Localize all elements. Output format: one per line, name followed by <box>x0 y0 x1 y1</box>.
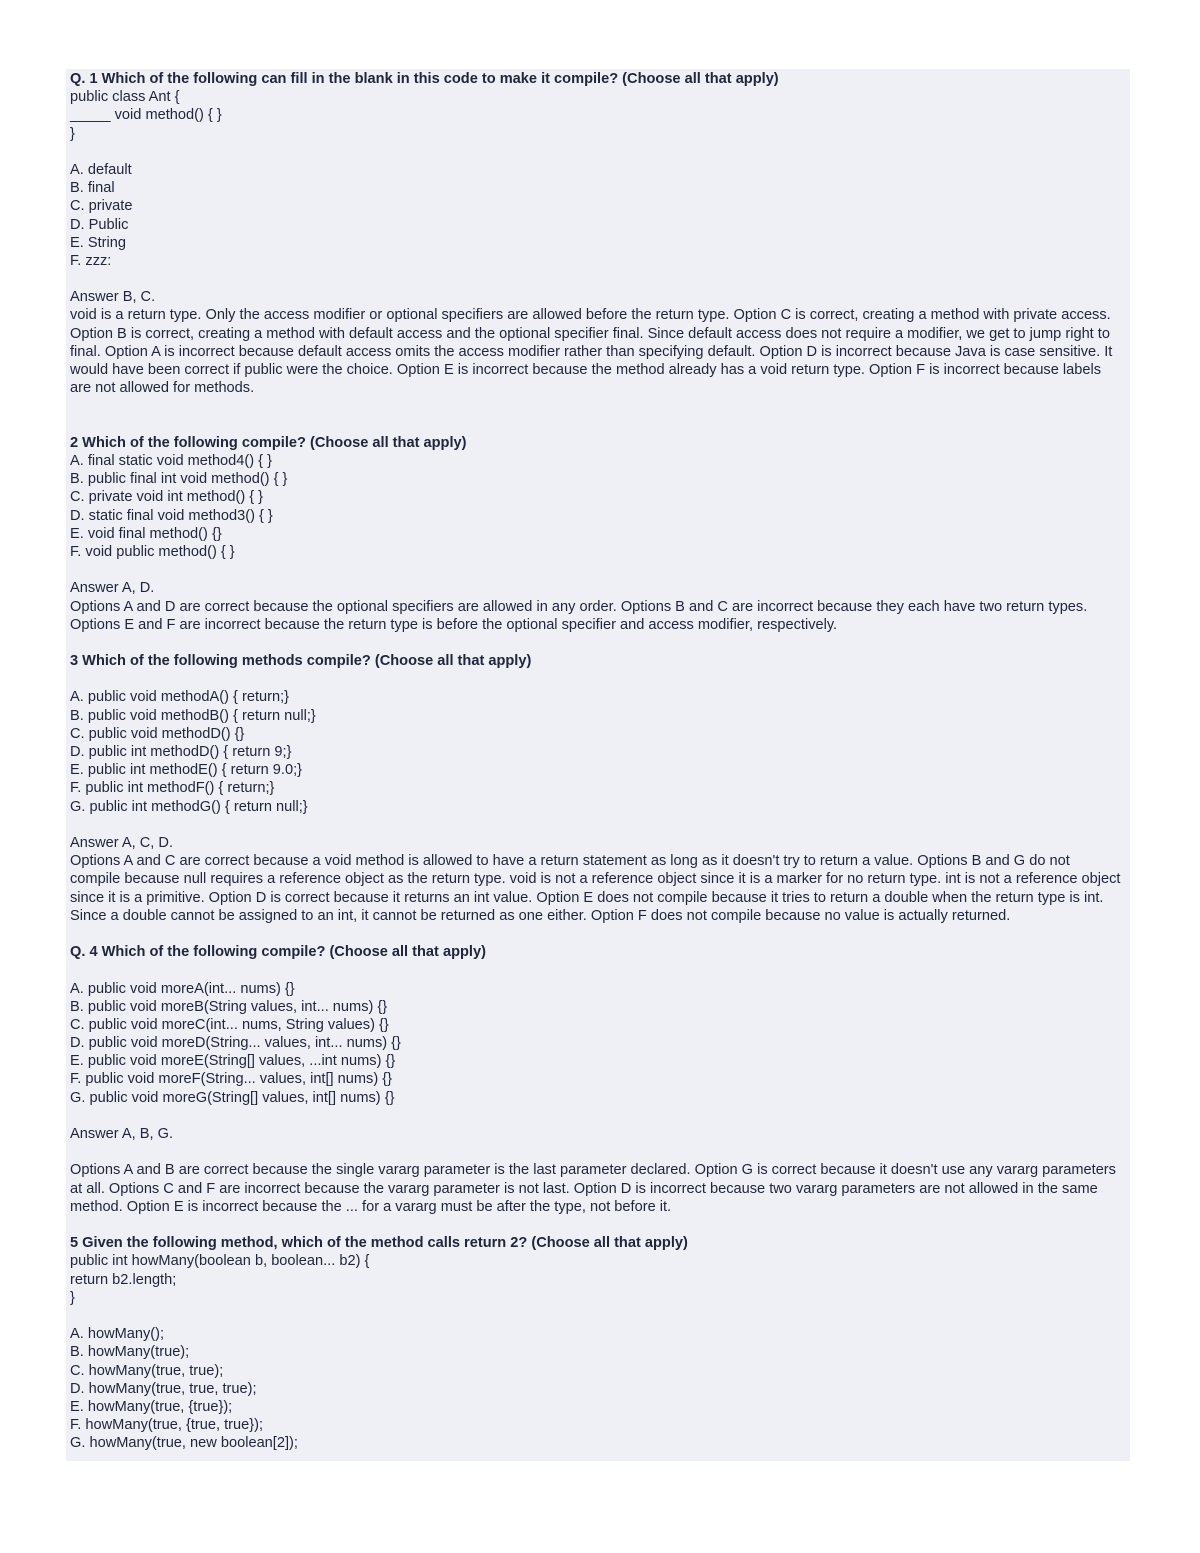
question-title: Q. 4 Which of the following compile? (Choose all that apply) <box>70 944 486 961</box>
question-title: 3 Which of the following methods compile? (Choose all that apply) <box>70 653 532 670</box>
answer: Answer B, C. <box>70 289 156 306</box>
explanation: void is a return type. Only the access modifier or optional specifiers are allowed before the return type. Option C is correct, creating a method with private access. Option B is correct, creating a method with default access and the optional specifier final. Since default access does not require a modifier, we get to jump right to final. Option A is incorrect because default access omits the access modifier rather than specifying default. Option D is incorrect because Java is case sensitive. It would have been correct if public were the choice. Option E is incorrect because the method already has a void return type. Option F is incorrect because labels are not allowed for methods. <box>70 307 1113 397</box>
option-a: A. public void methodA() { return;} <box>70 689 290 706</box>
code-line: public class Ant { <box>70 89 180 106</box>
code-line: } <box>70 1289 75 1306</box>
question-4 <box>70 943 1122 1234</box>
option-f: F. zzz: <box>70 252 112 269</box>
option-e: E. public void moreE(String[] values, ...int nums) {} <box>70 1053 396 1070</box>
code-line: return b2.length; <box>70 1271 177 1288</box>
question-title: Q. 1 Which of the following can fill in the blank in this code to make it compile? (Choose all that apply) <box>70 71 779 87</box>
option-d: D. Public <box>70 216 129 233</box>
option-d: D. public void moreD(String... values, int... nums) {} <box>70 1035 401 1052</box>
option-b: B. public final int void method() { } <box>70 471 288 488</box>
option-c: C. public void moreC(int... nums, String values) {} <box>70 1016 389 1033</box>
code-line: } <box>70 125 75 142</box>
question-5 <box>70 1234 1122 1452</box>
answer: Answer A, D. <box>70 580 155 597</box>
option-d: D. howMany(true, true, true); <box>70 1380 257 1397</box>
question-title: 2 Which of the following compile? (Choose all that apply) <box>70 434 467 451</box>
option-b: B. final <box>70 180 115 197</box>
option-d: D. static final void method3() { } <box>70 507 273 524</box>
option-c: C. howMany(true, true); <box>70 1362 224 1379</box>
question-title: 5 Given the following method, which of the method calls return 2? (Choose all that apply) <box>70 1235 688 1252</box>
answer: Answer A, B, G. <box>70 1126 174 1143</box>
question-2 <box>70 434 1122 652</box>
option-b: B. public void moreB(String values, int... nums) {} <box>70 998 388 1015</box>
explanation: Options A and B are correct because the single vararg parameter is the last parameter declared. Option G is correct because it doesn't use any vararg parameters at all. Options C and F are incorrect because the vararg parameter is not last. Option D is incorrect because two vararg parameters are not allowed in the same method. Option E is incorrect because the ... for a vararg must be after the type, not before it. <box>70 1162 1116 1215</box>
option-g: G. howMany(true, new boolean[2]); <box>70 1435 298 1452</box>
option-c: C. private <box>70 198 133 215</box>
option-e: E. public int methodE() { return 9.0;} <box>70 762 303 779</box>
option-f: F. void public method() { } <box>70 543 235 560</box>
option-g: G. public int methodG() { return null;} <box>70 798 308 815</box>
option-a: A. howMany(); <box>70 1326 165 1343</box>
code-line: public int howMany(boolean b, boolean... b2) { <box>70 1253 370 1270</box>
question-1 <box>70 70 1122 434</box>
option-b: B. public void methodB() { return null;} <box>70 707 316 724</box>
option-c: C. public void methodD() {} <box>70 725 245 742</box>
option-f: F. public void moreF(String... values, int[] nums) {} <box>70 1071 393 1088</box>
option-e: E. void final method() {} <box>70 525 222 542</box>
answer: Answer A, C, D. <box>70 834 173 851</box>
option-a: A. public void moreA(int... nums) {} <box>70 980 295 997</box>
explanation: Options A and C are correct because a void method is allowed to have a return statement as long as it doesn't try to return a value. Options B and G do not compile because null requires a reference object as the return type. void is not a reference object since it is a marker for no return type. int is not a reference object since it is a primitive. Option D is correct because it returns an int value. Option E does not compile because it tries to return a double when the return type is int. Since a double cannot be assigned to an int, it cannot be returned as one either. Option F does not compile because no value is actually returned. <box>70 853 1121 924</box>
option-d: D. public int methodD() { return 9;} <box>70 744 292 761</box>
option-e: E. String <box>70 234 126 251</box>
option-a: A. final static void method4() { } <box>70 453 272 470</box>
document-body <box>70 70 1122 1452</box>
option-f: F. howMany(true, {true, true}); <box>70 1417 264 1434</box>
explanation: Options A and D are correct because the optional specifiers are allowed in any order. Options B and C are incorrect because they each have two return types. Options E and F are incorrect because the return type is before the optional specifier and access modifier, respectively. <box>70 598 1088 633</box>
option-b: B. howMany(true); <box>70 1344 190 1361</box>
code-line: _____ void method() { } <box>70 107 222 124</box>
option-e: E. howMany(true, {true}); <box>70 1398 233 1415</box>
question-3 <box>70 652 1122 943</box>
option-f: F. public int methodF() { return;} <box>70 780 275 797</box>
option-a: A. default <box>70 161 132 178</box>
option-c: C. private void int method() { } <box>70 489 264 506</box>
option-g: G. public void moreG(String[] values, int[] nums) {} <box>70 1089 395 1106</box>
